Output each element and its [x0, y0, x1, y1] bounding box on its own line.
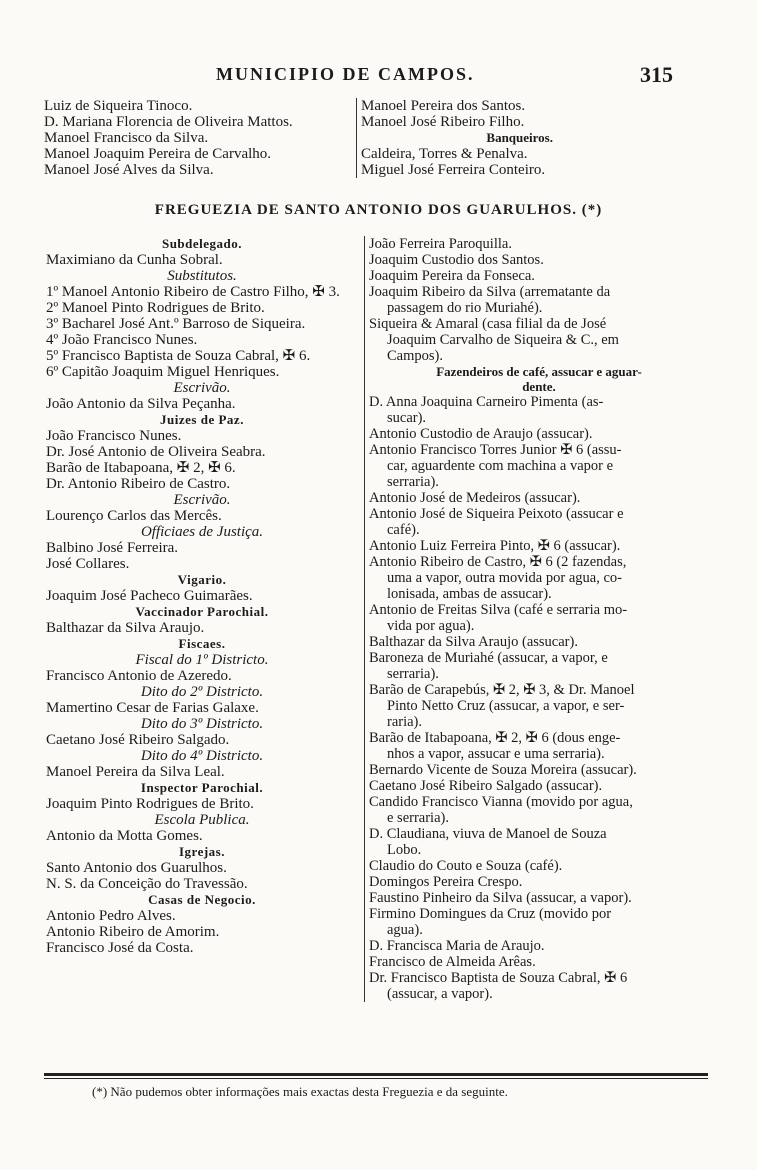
list-item: [369, 426, 709, 442]
entry-line: Joaquim Custodio dos Santos.: [369, 252, 544, 268]
entry-line: Baroneza de Muriahé (assucar, a vapor, e: [369, 650, 608, 666]
entry-line: Balthazar da Silva Araujo (assucar).: [369, 634, 578, 650]
footnote-rule: [44, 1073, 708, 1076]
entry-line: sucar).: [387, 410, 427, 426]
list-item: [369, 538, 709, 554]
entry-line: Joaquim Carvalho de Siqueira & C., em: [387, 332, 619, 348]
list-item: [369, 954, 709, 970]
list-item: [369, 602, 709, 634]
entry-line: Domingos Pereira Crespo.: [369, 874, 523, 890]
section-heading: Vaccinador Parochial.: [135, 604, 269, 619]
entry-line: uma a vapor, outra movida por agua, co-: [387, 570, 622, 586]
entry-line: Joaquim Ribeiro da Silva (arrematante da: [369, 284, 611, 300]
entry-line: Antonio Ribeiro de Castro, ✠ 6 (2 fazendas,: [369, 554, 627, 570]
list-item: Manoel José Alves da Silva.: [44, 162, 214, 178]
entry-line: Barão de Carapebús, ✠ 2, ✠ 3, & Dr. Manoel: [369, 682, 635, 698]
list-item: 5º Francisco Baptista de Souza Cabral, ✠ 6.: [46, 348, 311, 364]
entry-line: Faustino Pinheiro da Silva (assucar, a vapor).: [369, 890, 632, 906]
list-item: [369, 762, 709, 778]
list-item: Manoel Joaquim Pereira de Carvalho.: [44, 146, 272, 162]
entry-line: Dr. Francisco Baptista de Souza Cabral, ✠ 6: [369, 970, 628, 986]
list-item: [369, 938, 709, 954]
list-item: [369, 554, 709, 602]
list-item: Caetano José Ribeiro Salgado.: [46, 732, 230, 748]
list-item: 3º Bacharel José Ant.º Barroso de Siqueira.: [46, 316, 306, 332]
list-item: 1º Manoel Antonio Ribeiro de Castro Filho, ✠ 3.: [46, 284, 340, 300]
section-heading: Vigario.: [177, 572, 227, 587]
subheading: Dito do 4º Districto.: [140, 748, 264, 764]
entry-line: Candido Francisco Vianna (movido por agua,: [369, 794, 633, 810]
entry-line: Joaquim Pereira da Fonseca.: [369, 268, 535, 284]
left-column: [44, 236, 360, 956]
list-item: Joaquim José Pacheco Guimarães.: [46, 588, 253, 604]
entry-line: passagem do rio Muriahé).: [387, 300, 543, 316]
list-item: 4º João Francisco Nunes.: [46, 332, 198, 348]
section-title: FREGUEZIA DE SANTO ANTONIO DOS GUARULHOS. (*): [154, 202, 603, 218]
list-item: D. Mariana Florencia de Oliveira Mattos.: [44, 114, 293, 130]
entry-line: Fazendeiros de café, assucar e aguar-: [436, 364, 642, 379]
entry-line: D. Francisca Maria de Araujo.: [369, 938, 545, 954]
list-item: Mamertino Cesar de Farias Galaxe.: [46, 700, 259, 716]
list-item: [369, 970, 709, 1002]
list-item: [369, 634, 709, 650]
list-item: Manoel Pereira da Silva Leal.: [46, 764, 225, 780]
list-item: [369, 778, 709, 794]
section-heading: Igrejas.: [178, 844, 225, 859]
entry-line: nhos a vapor, assucar e uma serraria).: [387, 746, 605, 762]
entry-line: D. Anna Joaquina Carneiro Pimenta (as-: [369, 394, 604, 410]
section-heading: Subdelegado.: [161, 236, 243, 251]
section-heading: Fiscaes.: [178, 636, 226, 651]
list-item: Balthazar da Silva Araujo.: [46, 620, 205, 636]
subheading: Dito do 2º Districto.: [140, 684, 264, 700]
list-item: [369, 252, 709, 268]
footnote-rule-thin: [44, 1078, 708, 1079]
entry-line: vida por agua).: [387, 618, 475, 634]
list-item: Francisco José da Costa.: [46, 940, 194, 956]
list-item: Lourenço Carlos das Mercês.: [46, 508, 222, 524]
subheading: Officiaes de Justiça.: [140, 524, 264, 540]
list-item: [369, 858, 709, 874]
entry-line: lonisada, ambas de assucar).: [387, 586, 552, 602]
list-item: João Francisco Nunes.: [46, 428, 182, 444]
entry-line: serraria).: [387, 666, 439, 682]
list-item: Dr. José Antonio de Oliveira Seabra.: [46, 444, 266, 460]
list-item: Dr. Antonio Ribeiro de Castro.: [46, 476, 231, 492]
list-item: [369, 506, 709, 538]
list-item: [369, 490, 709, 506]
entry-line: Claudio do Couto e Souza (café).: [369, 858, 563, 874]
section-heading: Inspector Parochial.: [140, 780, 264, 795]
list-item: [369, 442, 709, 490]
list-item: [369, 316, 709, 364]
entry-line: (assucar, a vapor).: [387, 986, 493, 1002]
entry-line: Firmino Domingues da Cruz (movido por: [369, 906, 612, 922]
list-item: [369, 826, 709, 858]
top-left-list: [44, 98, 344, 178]
list-item: [369, 284, 709, 316]
entry-line: Barão de Itabapoana, ✠ 2, ✠ 6 (dous enge-: [369, 730, 621, 746]
list-item: 6º Capitão Joaquim Miguel Henriques.: [46, 364, 280, 380]
section-heading: [369, 364, 709, 394]
entry-line: café).: [387, 522, 420, 538]
list-item: [369, 236, 709, 252]
list-item: Antonio da Motta Gomes.: [46, 828, 203, 844]
list-item: [369, 268, 709, 284]
list-item: Joaquim Pinto Rodrigues de Brito.: [46, 796, 254, 812]
page-header: [40, 64, 717, 90]
entry-line: Caetano José Ribeiro Salgado (assucar).: [369, 778, 603, 794]
entry-line: raria).: [387, 714, 423, 730]
section-heading: Casas de Negocio.: [148, 892, 256, 907]
list-item: [369, 730, 709, 762]
list-item: Luiz de Siqueira Tinoco.: [44, 98, 193, 114]
entry-line: serraria).: [387, 474, 439, 490]
entry-line: car, aguardente com machina a vapor e: [387, 458, 614, 474]
list-item: João Antonio da Silva Peçanha.: [46, 396, 236, 412]
list-item: Manoel Francisco da Silva.: [44, 130, 209, 146]
page-number: 315: [640, 62, 673, 87]
top-right-list: [356, 98, 661, 178]
list-item: Manoel José Ribeiro Filho.: [361, 114, 525, 130]
entry-line: Antonio José de Medeiros (assucar).: [369, 490, 581, 506]
subheading: Escrivão.: [173, 492, 231, 508]
footnote: (*) Não pudemos obter informações mais exactas desta Freguezia e da seguinte.: [92, 1084, 508, 1099]
list-item: Santo Antonio dos Guarulhos.: [46, 860, 227, 876]
list-item: [369, 794, 709, 826]
list-item: [369, 906, 709, 938]
list-item: Antonio Ribeiro de Amorim.: [46, 924, 220, 940]
list-item: Barão de Itabapoana, ✠ 2, ✠ 6.: [46, 460, 236, 476]
list-item: Antonio Pedro Alves.: [46, 908, 176, 924]
subheading: Fiscal do 1º Districto.: [135, 652, 269, 668]
list-item: [369, 890, 709, 906]
section-heading: Juizes de Paz.: [160, 412, 244, 427]
entry-line: Bernardo Vicente de Souza Moreira (assucar).: [369, 762, 637, 778]
list-item: [369, 394, 709, 426]
subheading: Substitutos.: [167, 268, 237, 284]
list-item: 2º Manoel Pinto Rodrigues de Brito.: [46, 300, 265, 316]
list-item: [369, 650, 709, 682]
list-item: Manoel Pereira dos Santos.: [361, 98, 526, 114]
entry-line: Siqueira & Amaral (casa filial da de José: [369, 316, 607, 332]
entry-line: D. Claudiana, viuva de Manoel de Souza: [369, 826, 607, 842]
entry-line: dente.: [522, 379, 556, 394]
right-column: [364, 236, 709, 1002]
list-item: Francisco Antonio de Azeredo.: [46, 668, 232, 684]
entry-line: Campos).: [387, 348, 443, 364]
entry-line: Antonio Francisco Torres Junior ✠ 6 (assu-: [369, 442, 622, 458]
entry-line: Antonio Luiz Ferreira Pinto, ✠ 6 (assucar).: [369, 538, 621, 554]
list-item: [369, 874, 709, 890]
list-item: Miguel José Ferreira Conteiro.: [361, 162, 546, 178]
section-heading: Banqueiros.: [486, 130, 553, 145]
entry-line: João Ferreira Paroquilla.: [369, 236, 512, 252]
entry-line: Lobo.: [387, 842, 422, 858]
entry-line: agua).: [387, 922, 423, 938]
entry-line: Francisco de Almeida Arêas.: [369, 954, 536, 970]
list-item: Maximiano da Cunha Sobral.: [46, 252, 223, 268]
list-item: N. S. da Conceição do Travessão.: [46, 876, 248, 892]
entry-line: Antonio Custodio de Araujo (assucar).: [369, 426, 593, 442]
entry-line: Antonio José de Siqueira Peixoto (assucar e: [369, 506, 624, 522]
entry-line: Antonio de Freitas Silva (café e serraria mo-: [369, 602, 628, 618]
subheading: Escola Publica.: [154, 812, 250, 828]
subheading: Escrivão.: [173, 380, 231, 396]
entry-line: e serraria).: [387, 810, 449, 826]
subheading: Dito do 3º Districto.: [140, 716, 264, 732]
list-item: [369, 682, 709, 730]
list-item: Balbino José Ferreira.: [46, 540, 179, 556]
entry-line: Pinto Netto Cruz (assucar, a vapor, e ser-: [387, 698, 625, 714]
list-item: Caldeira, Torres & Penalva.: [361, 146, 528, 162]
running-title: MUNICIPIO DE CAMPOS.: [216, 64, 475, 84]
list-item: José Collares.: [46, 556, 130, 572]
